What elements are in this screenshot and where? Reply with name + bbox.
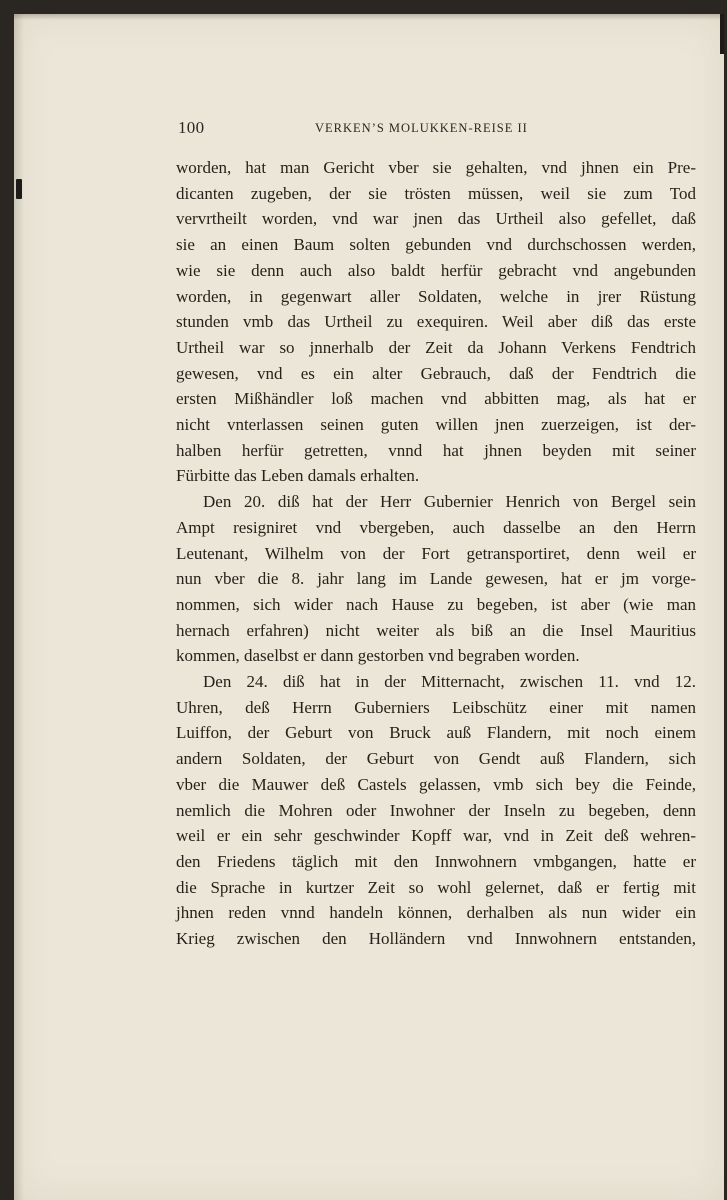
text-line: wie sie denn auch also baldt herfür gebracht vnd angebunden (176, 260, 696, 280)
text-line: Ampt resigniret vnd vbergeben, auch dasselbe an den Herrn (176, 517, 696, 537)
text-line: Den 20. diß hat der Herr Gubernier Henrich von Bergel sein (203, 492, 696, 512)
text-line: worden, in gegenwart aller Soldaten, welche in jrer Rüstung (176, 286, 696, 306)
text-line: nicht vnterlassen seinen guten willen jnen zuerzeigen, ist der- (176, 415, 696, 435)
text-line: nun vber die 8. jahr lang im Lande gewesen, hat er jm vorge- (176, 569, 696, 589)
text-line: den Friedens täglich mit den Innwohnern vmbgangen, hatte er (176, 851, 696, 871)
text-line: kommen, daselbst er dann gestorben vnd begraben worden. (176, 646, 580, 666)
text-line: vervrtheilt worden, vnd war jnen das Urtheil also gefellet, daß (176, 209, 696, 229)
text-line: nommen, sich wider nach Hause zu begeben, ist aber (wie man (176, 594, 696, 614)
paragraph (176, 489, 696, 669)
text-line: worden, hat man Gericht vber sie gehalten, vnd jhnen ein Pre- (176, 158, 696, 177)
text-line: gewesen, vnd es ein alter Gebrauch, daß der Fendtrich die (176, 363, 696, 383)
body-text (176, 155, 696, 952)
text-line: weil er ein sehr geschwinder Kopff war, vnd in Zeit deß wehren- (176, 826, 696, 846)
text-line: nemlich die Mohren oder Inwohner der Inseln zu begeben, denn (176, 800, 696, 820)
paragraph (176, 669, 696, 952)
text-line: dicanten zugeben, der sie trösten müssen, weil sie zum Tod (176, 183, 696, 203)
text-line: Uhren, deß Herrn Guberniers Leibschütz einer mit namen (176, 697, 696, 717)
paragraph (176, 155, 696, 489)
text-line: Urtheil war so jnnerhalb der Zeit da Johann Verkens Fendtrich (176, 337, 696, 357)
page-edge-mark (720, 14, 724, 54)
text-line: jhnen reden vnnd handeln können, derhalben als nun wider ein (176, 903, 696, 923)
text-line: vber die Mauwer deß Castels gelassen, vmb sich bey die Feinde, (176, 774, 696, 794)
text-line: hernach erfahren) nicht weiter als biß an die Insel Mauritius (176, 620, 696, 640)
text-line: andern Soldaten, der Geburt von Gendt auß Flandern, sich (176, 749, 696, 769)
text-line: Leutenant, Wilhelm von der Fort getransportiret, denn weil er (176, 543, 696, 563)
page-number: 100 (178, 118, 205, 137)
text-line: Fürbitte das Leben damals erhalten. (176, 466, 420, 486)
text-line: Luiffon, der Geburt von Bruck auß Flandern, mit noch einem (176, 723, 696, 743)
text-line: Krieg zwischen den Holländern vnd Innwohnern entstanden, (176, 929, 696, 949)
text-line: ersten Mißhändler loß machen vnd abbitten mag, als hat er (176, 389, 696, 409)
text-line: stunden vmb das Urtheil zu exequiren. Weil aber diß das erste (176, 312, 696, 332)
text-line: die Sprache in kurtzer Zeit so wohl gelernet, daß er fertig mit (176, 877, 696, 897)
page-top-edge (14, 14, 724, 20)
text-line: Den 24. diß hat in der Mitternacht, zwischen 11. vnd 12. (203, 672, 696, 692)
margin-mark (16, 179, 22, 199)
running-title: VERKEN’S MOLUKKEN-REISE II (315, 121, 528, 135)
text-line: sie an einen Baum solten gebunden vnd durchschossen werden, (176, 235, 696, 255)
text-line: halben herfür getretten, vnnd hat jhnen beyden mit seiner (176, 440, 696, 460)
page-header (178, 118, 698, 140)
